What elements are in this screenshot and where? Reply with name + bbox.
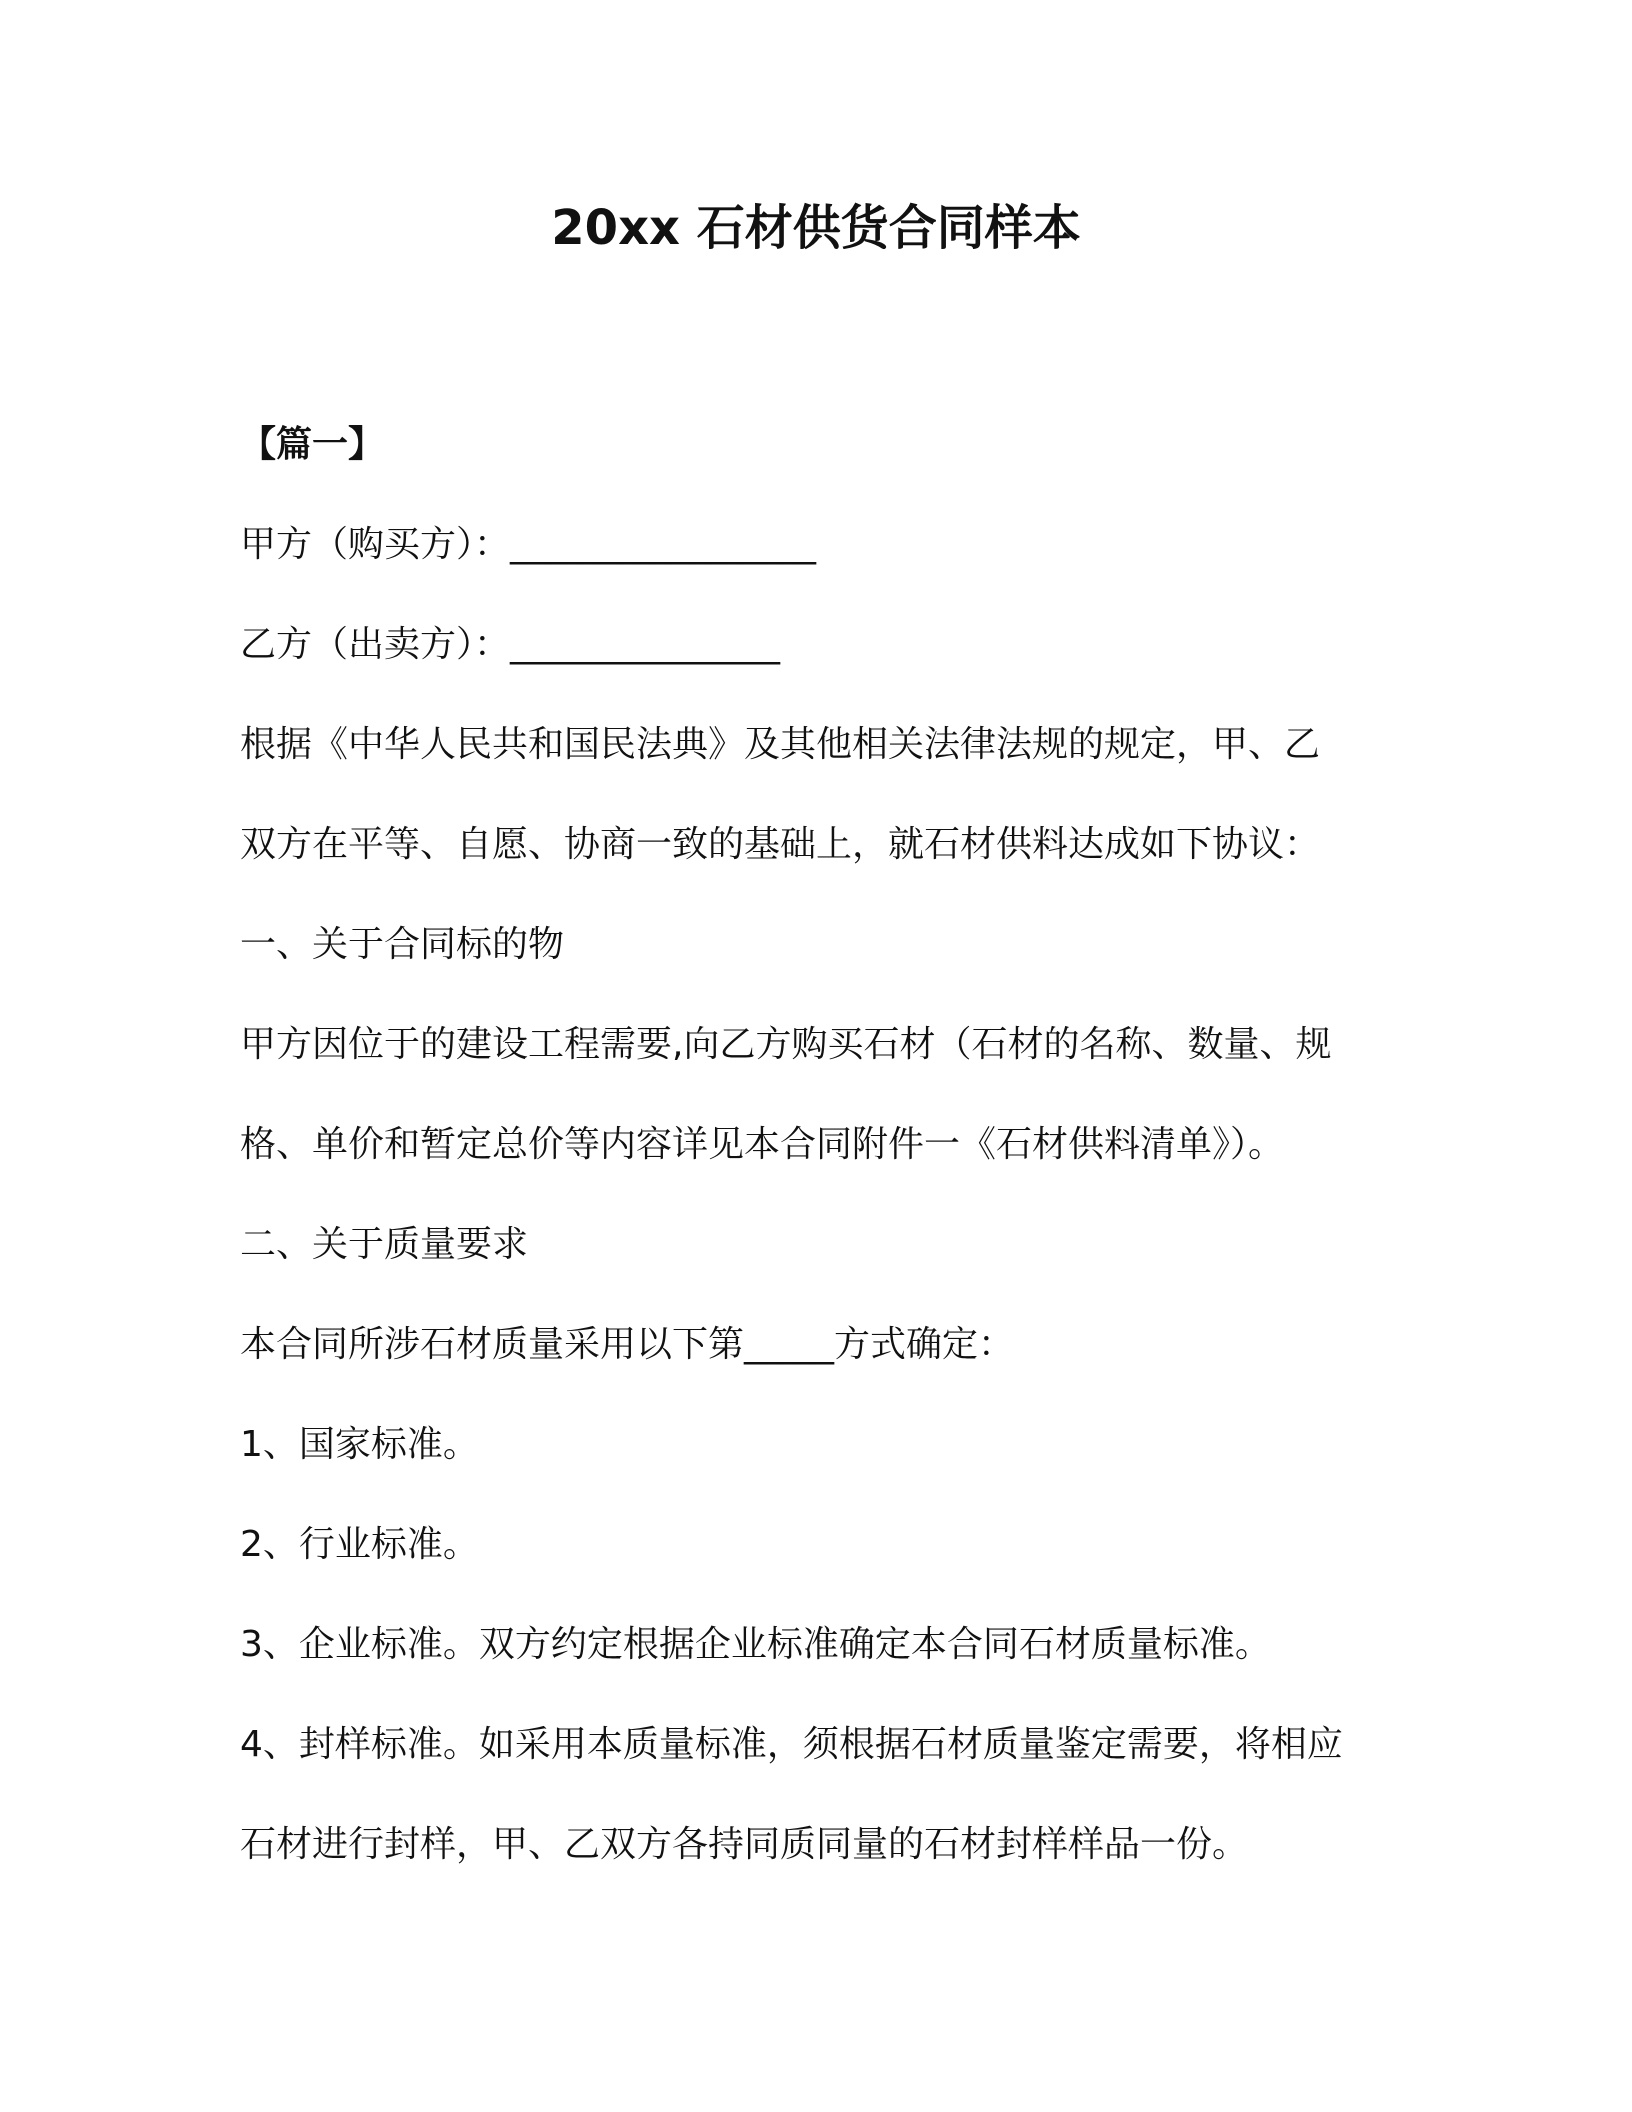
section-heading-quality: 二、关于质量要求 (240, 1224, 529, 1265)
quality-item-3: 3、企业标准。双方约定根据企业标准确定本合同石材质量标准。 (240, 1624, 1271, 1665)
quality-item-4-line-2: 石材进行封样，甲、乙双方各持同质同量的石材封样样品一份。 (240, 1824, 1249, 1865)
subject-matter-paragraph-line-2: 格、单价和暂定总价等内容详见本合同附件一《石材供料清单》）。 (240, 1124, 1285, 1165)
quality-item-4-line-1: 4、封样标准。如采用本质量标准，须根据石材质量鉴定需要，将相应 (240, 1724, 1343, 1765)
section-heading-subject-matter: 一、关于合同标的物 (240, 924, 565, 965)
document-title: 20xx 石材供货合同样本 (551, 200, 1081, 256)
intro-paragraph-line-2: 双方在平等、自愿、协商一致的基础上，就石材供料达成如下协议： (240, 824, 1321, 865)
intro-paragraph-line-1: 根据《中华人民共和国民法典》及其他相关法律法规的规定，甲、乙 (240, 724, 1321, 765)
party-a-line: 甲方（购买方）：_________________ (240, 524, 817, 565)
party-b-line: 乙方（出卖方）：_______________ (240, 624, 781, 665)
section-tag: 【篇一】 (240, 424, 385, 465)
quality-paragraph: 本合同所涉石材质量采用以下第_____方式确定： (240, 1324, 1015, 1365)
quality-item-1: 1、国家标准。 (240, 1424, 479, 1465)
quality-item-2: 2、行业标准。 (240, 1524, 479, 1565)
subject-matter-paragraph-line-1: 甲方因位于的建设工程需要,向乙方购买石材（石材的名称、数量、规 (240, 1024, 1332, 1065)
